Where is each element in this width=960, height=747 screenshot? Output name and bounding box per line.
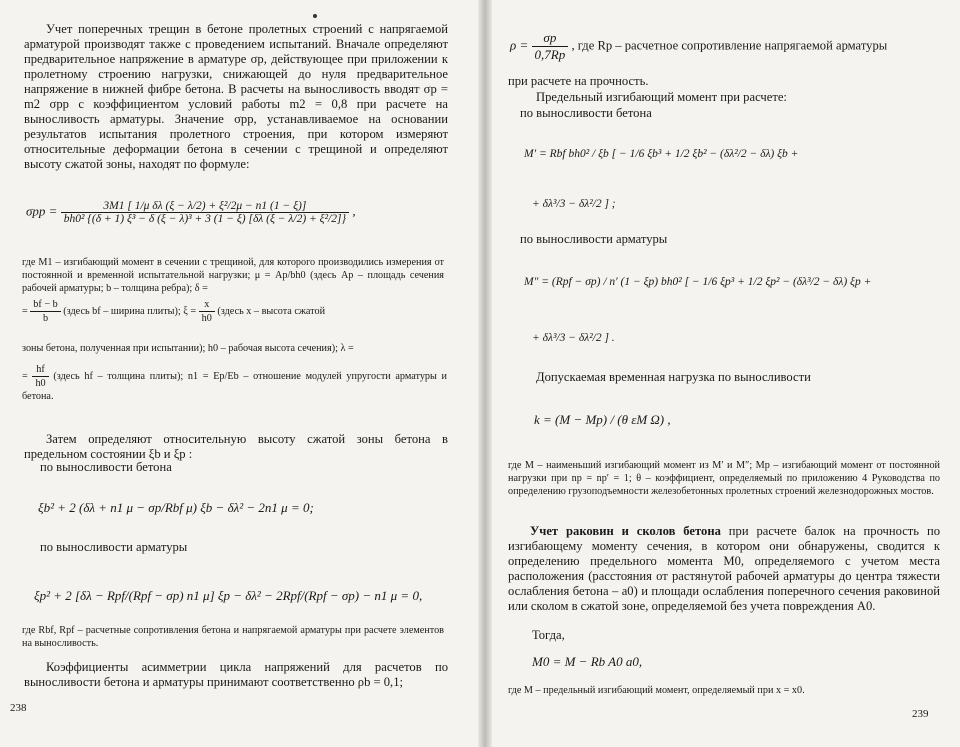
heading-armatura: по выносливости арматуры — [40, 540, 188, 554]
where-sigma-pp-4: = $\frac{hf}{h0}$ (здесь hf – толщина плиты); n1 = Ep/Eb – отношение модулей упругости арматуры и бетона. — [22, 364, 448, 403]
paragraph-zatem: Затем определяют относительную высоту сжатой зоны бетона в предельном состоянии ξb и ξp : — [24, 432, 448, 461]
page-number-right: 239 — [912, 708, 929, 720]
xi-denominator: h0 — [201, 313, 212, 325]
paragraph-predelny: Предельный изгибающий момент при расчете: — [536, 90, 787, 104]
formula-rho-fraction — [532, 30, 569, 63]
xi-numerator: x — [199, 298, 215, 312]
formula-k: k = (M − Mp) / (θ εM Ω) , — [534, 412, 671, 427]
book-gutter — [478, 0, 492, 747]
lambda-fraction — [32, 363, 48, 390]
formula-sigma-pp-end: , — [352, 203, 356, 219]
paragraph-uchet-text: при расчете балок на прочность по изгибающему моменту сечения, в котором они обнаружены, сводится к определению предельного момента M0, определяемого с учетом места расположения (расстояния от растянутой рабочей арматуры до центра тяжести ослабления бетона – a0) и площади ослабления поперечного сечения раковиной или сколом в сжатой зоне, определяемой без учета повреждения A0. — [508, 524, 940, 613]
left-page — [0, 0, 478, 747]
formula-rho-lhs: ρ = — [510, 37, 529, 53]
where-sigma-pp-4-text: (здесь hf – толщина плиты); n1 = Ep/Eb – отношение модулей упругости арматуры и бетона. — [22, 371, 448, 403]
formula-xi-b: ξb² + 2 (δλ + n1 μ − σp/Rbf μ) ξb − δλ² − 2n1 μ = 0; — [38, 500, 314, 515]
where-M0: где M – предельный изгибающий момент, определяемый при x = x0. — [508, 685, 805, 696]
delta-denominator: b — [42, 313, 49, 325]
where-sigma-pp-2: = $\frac{bf - b}{b}$ (здесь bf – ширина плиты); ξ = $\frac{x}{h0}$ (здесь x – высота сжатой — [22, 299, 326, 325]
ink-speck — [313, 14, 317, 18]
where-sigma-pp-1: где M1 – изгибающий момент в сечении с трещиной, для которого производились измерения от постоянной и временной испытательной нагрузки; μ = Ap/bh0 (здесь Ap – площадь сечения рабочей арматуры; b – толщина ребра); δ = — [22, 257, 444, 295]
xi-fraction — [199, 298, 215, 325]
paragraph-intro: Учет поперечных трещин в бетоне пролетных строений с напрягаемой арматурой производят также с проведением испытаний. Вначале определяют предварительное напряжение в арматуре σp, действующее при приложении к пролетному строению нагрузки, снижающей до нуля предварительное напряжение в нижней фибре бетона. В расчеты на выносливость вводят σp = m2 σpp с коэффициентом условий работы m2 = 0,8 при расчете на выносливость арматуры. Значение σpp, устанавливаемое на основании результатов испытания пролетного строения, при котором измеряют относительные деформации бетона в сечении с трещиной и определяют высоту сжатой зоны, находят по формуле: — [24, 22, 448, 171]
page-number-left: 238 — [10, 702, 27, 714]
heading-beton-right: по выносливости бетона — [520, 106, 652, 120]
heading-armatura-right: по выносливости арматуры — [520, 232, 668, 246]
formula-M-prime: M′ = Rbf bh0² / ξb [ − 1/6 ξb³ + 1/2 ξb² − (δλ²/2 − δλ) ξb + — [524, 148, 799, 160]
formula-xi-p: ξp² + 2 [δλ − Rpf/(Rpf − σp) n1 μ] ξp − δλ² − 2Rpf/(Rpf − σp) − n1 μ = 0, — [34, 588, 423, 603]
where-sigma-pp-3: зоны бетона, полученная при испытании); h0 – рабочая высота сечения); λ = — [22, 343, 354, 354]
paragraph-togda: Тогда, — [532, 628, 565, 642]
delta-fraction — [30, 298, 60, 325]
rho-continuation: при расчете на прочность. — [508, 74, 649, 88]
formula-rho-text: , где Rp – расчетное сопротивление напрягаемой арматуры — [571, 38, 888, 53]
formula-rho-numerator: σp — [532, 30, 569, 47]
where-M: где M – наименьший изгибающий момент из M′ и M″; Mp – изгибающий момент от постоянной нагрузки при np = np′ = 1; θ – коэффициент, определяемый по приложению 4 Руководства по определению грузоподъемности железобетонных пролетных строений железнодорожных мостов. — [508, 460, 940, 498]
lambda-numerator: hf — [32, 363, 48, 377]
formula-M-double-prime: M″ = (Rpf − σp) / n′ (1 − ξp) bh0² [ − 1/6 ξp³ + 1/2 ξp² − (δλ³/2 − δλ) ξp + — [524, 276, 872, 288]
formula-rho — [510, 30, 887, 63]
where-sigma-pp-2-tail: (здесь x – высота сжатой — [217, 306, 326, 318]
formula-sigma-pp-lhs: σpp = — [26, 203, 58, 219]
lambda-denominator: h0 — [35, 378, 46, 390]
paragraph-uchet-title: Учет раковин и сколов бетона — [530, 524, 721, 538]
where-sigma-pp-2-text: (здесь bf – ширина плиты); ξ = — [63, 306, 197, 318]
delta-numerator: bf − b — [30, 298, 60, 312]
paragraph-koef: Коэффициенты асимметрии цикла напряжений для расчетов по выносливости бетона и арматуры принимают соответственно ρb = 0,1; — [24, 660, 448, 689]
formula-sigma-pp-numerator: 3M1 [ 1/μ δλ (ξ − λ/2) + ξ²/2μ − n1 (1 − ξ)] — [61, 200, 349, 213]
paragraph-dopuskaemaya: Допускаемая временная нагрузка по выносливости — [536, 370, 811, 384]
formula-sigma-pp-denominator: bh0² {(δ + 1) ξ³ − δ (ξ − λ)³ + 3 (1 − ξ) [δλ (ξ − λ/2) + ξ²/2]} — [63, 213, 347, 225]
paragraph-uchet — [508, 524, 940, 614]
formula-sigma-pp-fraction — [61, 200, 349, 225]
formula-rho-denominator: 0,7Rp — [534, 47, 566, 62]
formula-M-double-prime-continuation: + δλ³/3 − δλ²/2 ] . — [532, 332, 615, 344]
formula-M-prime-continuation: + δλ³/3 − δλ²/2 ] ; — [532, 198, 616, 210]
right-page — [492, 0, 960, 747]
formula-sigma-pp — [26, 200, 356, 225]
heading-beton: по выносливости бетона — [40, 460, 172, 474]
formula-M0: M0 = M − Rb A0 a0, — [532, 654, 643, 669]
where-R: где Rbf, Rpf – расчетные сопротивления бетона и напрягаемой арматуры при расчете элементов на выносливость. — [22, 625, 444, 650]
